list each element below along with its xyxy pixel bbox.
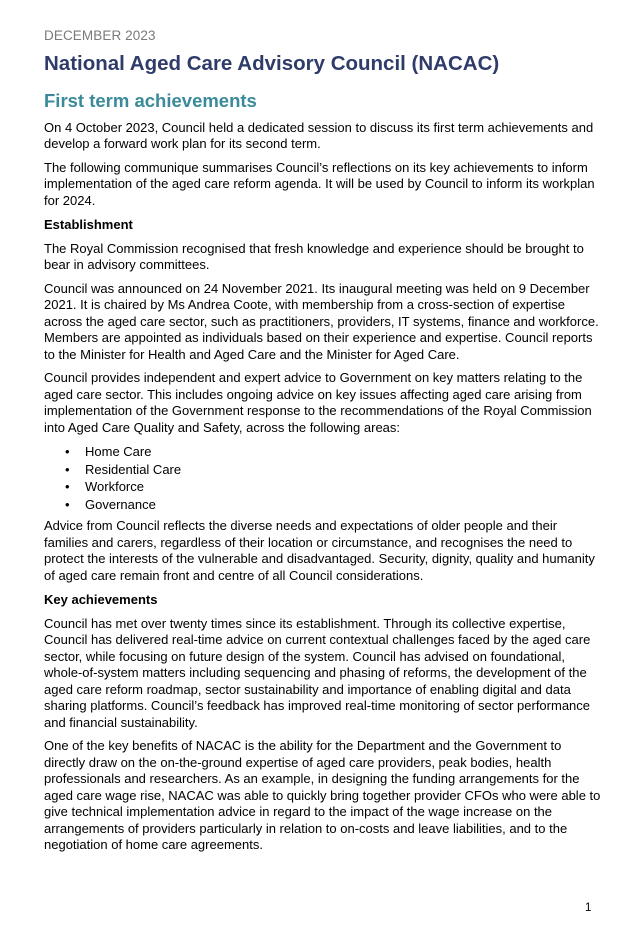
document-date: DECEMBER 2023 <box>44 28 156 43</box>
establishment-paragraph-4: Advice from Council reflects the diverse needs and expectations of older people and their families and carers, regardless of their location or circumstance, and recognises the need to protect the interests of the vulnerable and disadvantaged. Security, dignity, quality and humanity of aged care remain front and centre of all Council considerations. <box>44 518 595 583</box>
achievements-heading: Key achievements <box>44 592 158 608</box>
list-item-label: Governance <box>85 496 156 512</box>
bullet-icon: • <box>65 461 70 477</box>
advisory-areas-list <box>44 443 604 513</box>
bullet-icon: • <box>65 496 70 512</box>
page-number: 1 <box>585 902 592 914</box>
establishment-paragraph-1: The Royal Commission recognised that fresh knowledge and experience should be brought to bear in advisory committees. <box>44 240 584 273</box>
document-page <box>44 28 604 861</box>
list-item-label: Home Care <box>85 444 152 460</box>
list-item-label: Workforce <box>85 479 144 495</box>
achievements-paragraph-2: One of the key benefits of NACAC is the ability for the Department and the Government to directly draw on the on-the-ground expertise of aged care providers, peak bodies, health professionals and researchers. As an example, in designing the funding arrangements for the aged care wage rise, NACAC was able to quickly bring together provider CFOs who were able to give technical implementation advice in regard to the impact of the wage increase on the arrangements of providers particularly in relation to on-costs and leave liabilities, and to the negotiation of home care agreements. <box>44 738 601 853</box>
establishment-heading: Establishment <box>44 217 133 233</box>
intro-paragraph-1: On 4 October 2023, Council held a dedicated session to discuss its first term achievements and develop a forward work plan for its second term. <box>44 119 594 152</box>
establishment-paragraph-3: Council provides independent and expert advice to Government on key matters relating to the aged care sector. This includes ongoing advice on key issues affecting aged care arising from implementation of the Government response to the recommendations of the Royal Commission into Aged Care Quality and Safety, across the following areas: <box>44 370 592 435</box>
list-item <box>65 443 604 461</box>
bullet-icon: • <box>65 479 70 495</box>
achievements-paragraph-1: Council has met over twenty times since its establishment. Through its collective expertise, Council has delivered real-time advice on current contextual challenges faced by the aged care sector, while focusing on future design of the system. Council has advised on foundational, whole-of-system matters including sequencing and phasing of reforms, the development of the aged care reform roadmap, sector sustainability and importance of enabling digital and data sharing platforms. Council’s feedback has improved real-time monitoring of sector performance and financial sustainability. <box>44 615 591 730</box>
establishment-paragraph-2: Council was announced on 24 November 2021. Its inaugural meeting was held on 9 December 2021. It is chaired by Ms Andrea Coote, with membership from a cross-section of expertise across the aged care sector, such as practitioners, providers, IT systems, finance and workforce. Members are appointed as individuals based on their experience and expertise. Council reports to the Minister for Health and Aged Care and the Minister for Aged Care. <box>44 280 599 362</box>
section-title: First term achievements <box>44 89 257 111</box>
list-item-label: Residential Care <box>85 461 182 477</box>
list-item <box>65 478 604 496</box>
bullet-icon: • <box>65 444 70 460</box>
intro-paragraph-2: The following communique summarises Council’s reflections on its key achievements to inform implementation of the aged care reform agenda. It will be used by Council to inform its workplan for 2024. <box>44 159 595 208</box>
document-title: National Aged Care Advisory Council (NACAC) <box>44 52 500 75</box>
list-item <box>65 496 604 514</box>
list-item <box>65 461 604 479</box>
